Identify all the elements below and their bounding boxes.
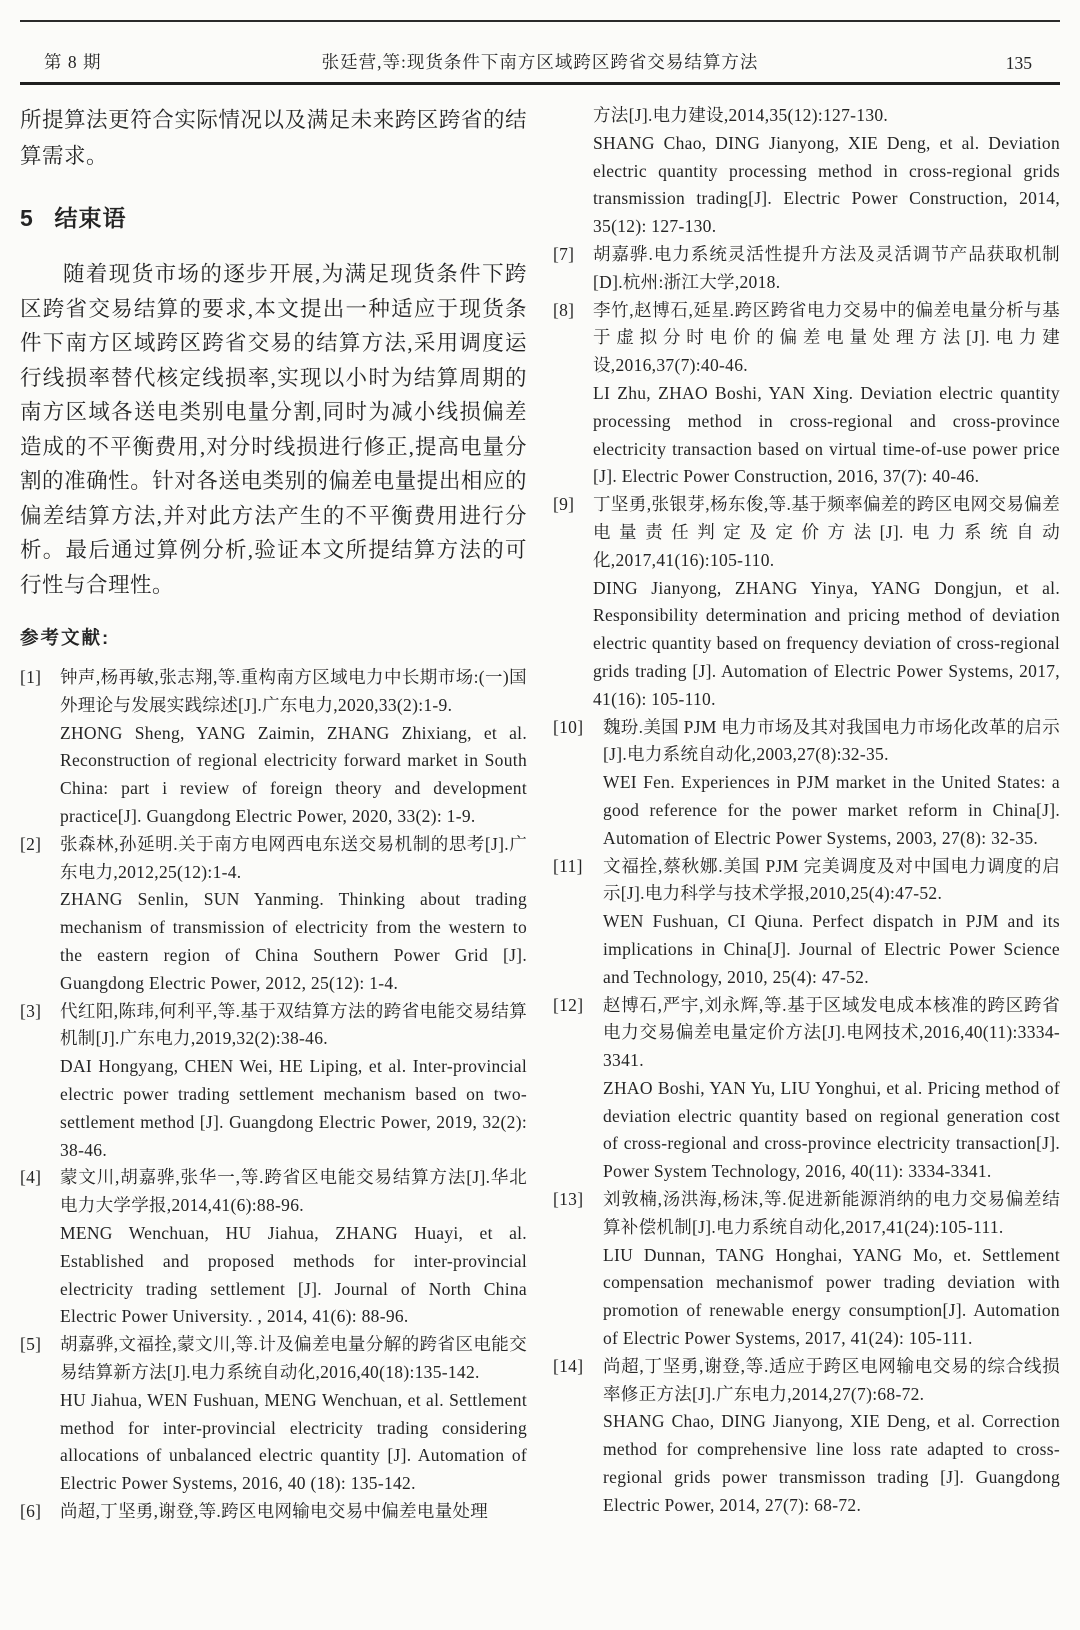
- reference-text-zh: 胡嘉骅,文福拴,蒙文川,等.计及偏差电量分解的跨省区电能交易结算新方法[J].电力系统自动化,2016,40(18):135-142.: [60, 1334, 527, 1382]
- reference-item: [553, 992, 1060, 1187]
- reference-text-zh: 蒙文川,胡嘉骅,张华一,等.跨省区电能交易结算方法[J].华北电力大学学报,2014,41(6):88-96.: [60, 1167, 527, 1216]
- reference-item: [553, 853, 1060, 992]
- reference-text-en: ZHAO Boshi, YAN Yu, LIU Yonghui, et al. Pricing method of deviation electric quantity based on regional generation cost of cross-regional and cross-province electricity transaction[J]. Power System Technology, 2016, 40(11): 3334-3341.: [603, 1077, 1060, 1182]
- reference-text-en: ZHANG Senlin, SUN Yanming. Thinking about trading mechanism of transmission of electricity from the western to the eastern region of China Southern Power Grid [J]. Guangdong Electric Power, 2012, 25(12): 1-4.: [60, 889, 527, 993]
- reference-text-zh: 魏玢.美国 PJM 电力市场及其对我国电力市场化改革的启示[J].电力系统自动化,2003,27(8):32-35.: [603, 716, 1060, 765]
- reference-number: [12]: [553, 994, 584, 1015]
- two-column-body: [20, 85, 1060, 1526]
- reference-item: [553, 102, 1060, 241]
- reference-item: [20, 664, 527, 831]
- reference-number: [4]: [20, 1167, 42, 1188]
- reference-text-zh: 钟声,杨再敏,张志翔,等.重构南方区域电力中长期市场:(一)国外理论与发展实践综述[J].广东电力,2020,33(2):1-9.: [60, 667, 527, 715]
- reference-item: [20, 1331, 527, 1498]
- reference-text-en: LI Zhu, ZHAO Boshi, YAN Xing. Deviation electric quantity processing method in cross-regional and cross-province electricity transaction based on virtual time-of-use power price [J]. Electric Power Construction, 2016, 37(7): 40-46.: [593, 382, 1060, 487]
- section-title: 结束语: [54, 205, 127, 231]
- reference-text-en: HU Jiahua, WEN Fushuan, MENG Wenchuan, et al. Settlement method for inter-provincial electricity trading considering allocations of unbalanced electric quantity [J]. Automation of Electric Power Systems, 2016, 40 (18): 135-142.: [60, 1389, 527, 1494]
- references-column-right: [553, 102, 1060, 1526]
- references-heading: 参考文献:: [20, 627, 111, 648]
- reference-text-en: SHANG Chao, DING Jianyong, XIE Deng, et al. Correction method for comprehensive line loss rate adapted to cross-regional grids power transmisson trading [J]. Guangdong Electric Power, 2014, 27(7): 68-72.: [603, 1411, 1060, 1515]
- header-issue-label: 第 8 期: [44, 52, 102, 72]
- reference-text-en: DING Jianyong, ZHANG Yinya, YANG Dongjun, et al. Responsibility determination and pricing method of deviation electric quantity based on frequency deviation of cross-regional grids trading [J]. Automation of Electric Power Systems, 2017, 41(16): 105-110.: [593, 577, 1060, 709]
- reference-item: [553, 714, 1060, 853]
- reference-text-zh: 刘敦楠,汤洪海,杨沫,等.促进新能源消纳的电力交易偏差结算补偿机制[J].电力系统自动化,2017,41(24):105-111.: [603, 1189, 1060, 1237]
- reference-text-en: MENG Wenchuan, HU Jiahua, ZHANG Huayi, et al. Established and proposed methods for inter-provincial electricity trading settlement [J]. Journal of North China Electric Power University. , 2014, 41(6): 88-96.: [60, 1222, 527, 1327]
- reference-item: [553, 241, 1060, 297]
- reference-number: [8]: [553, 299, 575, 320]
- reference-number: [7]: [553, 243, 575, 264]
- reference-text-zh: 丁坚勇,张银芽,杨东俊,等.基于频率偏差的跨区电网交易偏差电量责任判定及定价方法[J].电力系统自动化,2017,41(16):105-110.: [593, 494, 1060, 570]
- reference-text-en: LIU Dunnan, TANG Honghai, YANG Mo, et. Settlement compensation mechanismof power trading deviation with promotion of renewable energy consumption[J]. Automation of Electric Power Systems, 2017, 41(24): 105-111.: [603, 1244, 1060, 1349]
- section-number: 5: [20, 205, 34, 231]
- page-header: [20, 22, 1060, 82]
- reference-text-en: SHANG Chao, DING Jianyong, XIE Deng, et al. Deviation electric quantity processing method in cross-regional grids transmission trading[J]. Electric Power Construction, 2014, 35(12): 127-130.: [593, 132, 1060, 237]
- reference-item: [20, 1164, 527, 1331]
- reference-number: [14]: [553, 1355, 584, 1376]
- reference-item: [553, 297, 1060, 492]
- reference-text-zh: 张森林,孙延明.关于南方电网西电东送交易机制的思考[J].广东电力,2012,25(12):1-4.: [60, 833, 527, 882]
- reference-text-zh: 尚超,丁坚勇,谢登,等.跨区电网输电交易中偏差电量处理: [60, 1500, 489, 1521]
- header-page-number: 135: [1005, 53, 1032, 73]
- reference-number: [13]: [553, 1189, 584, 1210]
- reference-number: [10]: [553, 716, 584, 737]
- reference-item: [20, 1498, 527, 1526]
- reference-text-en: WEN Fushuan, CI Qiuna. Perfect dispatch in PJM and its implications in China[J]. Journal of Electric Power Science and Technology, 2010, 25(4): 47-52.: [603, 911, 1060, 987]
- reference-text-zh: 代红阳,陈玮,何利平,等.基于双结算方法的跨省电能交易结算机制[J].广东电力,2019,32(2):38-46.: [60, 1000, 527, 1049]
- reference-text-zh: 胡嘉骅.电力系统灵活性提升方法及灵活调节产品获取机制[D].杭州:浙江大学,2018.: [593, 243, 1060, 292]
- reference-number: [1]: [20, 667, 42, 687]
- conclusion-paragraph: 随着现货市场的逐步开展,为满足现货条件下跨区跨省交易结算的要求,本文提出一种适应于现货条件下南方区域跨区跨省交易的结算方法,采用调度运行线损率替代核定线损率,实现以小时为结算周期的南方区域各送电类别电量分割,同时为减小线损偏差造成的不平衡费用,对分时线损进行修正,提高电量分割的准确性。针对各送电类别的偏差电量提出相应的偏差结算方法,并对此方法产生的不平衡费用进行分析。最后通过算例分析,验证本文所提结算方法的可行性与合理性。: [20, 262, 527, 597]
- reference-number: [5]: [20, 1334, 42, 1355]
- reference-number: [11]: [553, 855, 583, 876]
- reference-text-zh: 赵博石,严宇,刘永辉,等.基于区域发电成本核准的跨区跨省电力交易偏差电量定价方法[J].电网技术,2016,40(11):3334-3341.: [603, 994, 1060, 1071]
- reference-number: [9]: [553, 494, 575, 515]
- reference-item: [553, 1186, 1060, 1353]
- reference-item: [553, 1353, 1060, 1520]
- references-column-left: [20, 664, 527, 1526]
- reference-text-zh: 李竹,赵博石,延星.跨区跨省电力交易中的偏差电量分析与基于虚拟分时电价的偏差电量处理方法[J].电力建设,2016,37(7):40-46.: [593, 299, 1060, 376]
- reference-text-en: ZHONG Sheng, YANG Zaimin, ZHANG Zhixiang, et al. Reconstruction of regional electricity forward market in South China: part i review of foreign theory and development practice[J]. Guangdong Electric Power, 2020, 33(2): 1-9.: [60, 722, 527, 826]
- reference-text-zh: 方法[J].电力建设,2014,35(12):127-130.: [593, 105, 889, 125]
- carryover-paragraph: 所提算法更符合实际情况以及满足未来跨区跨省的结算需求。: [20, 108, 527, 168]
- reference-number: [6]: [20, 1500, 42, 1521]
- reference-text-zh: 尚超,丁坚勇,谢登,等.适应于跨区电网输电交易的综合线损率修正方法[J].广东电力,2014,27(7):68-72.: [603, 1355, 1060, 1404]
- reference-text-zh: 文福拴,蔡秋娜.美国 PJM 完美调度及对中国电力调度的启示[J].电力科学与技术学报,2010,25(4):47-52.: [603, 855, 1060, 904]
- left-column: [20, 102, 527, 1526]
- reference-item: [20, 998, 527, 1165]
- header-running-title: 张廷营,等:现货条件下南方区域跨区跨省交易结算方法: [321, 52, 759, 72]
- reference-text-en: WEI Fen. Experiences in PJM market in the United States: a good reference for the power market reform in China[J]. Automation of Electric Power Systems, 2003, 27(8): 32-35.: [603, 772, 1060, 848]
- reference-item: [553, 491, 1060, 713]
- reference-number: [2]: [20, 833, 42, 854]
- section-heading: [20, 200, 527, 233]
- reference-text-en: DAI Hongyang, CHEN Wei, HE Liping, et al. Inter-provincial electric power trading settlement mechanism based on two-settlement method [J]. Guangdong Electric Power, 2019, 32(2): 38-46.: [60, 1056, 527, 1160]
- reference-item: [20, 831, 527, 998]
- reference-number: [3]: [20, 1000, 42, 1021]
